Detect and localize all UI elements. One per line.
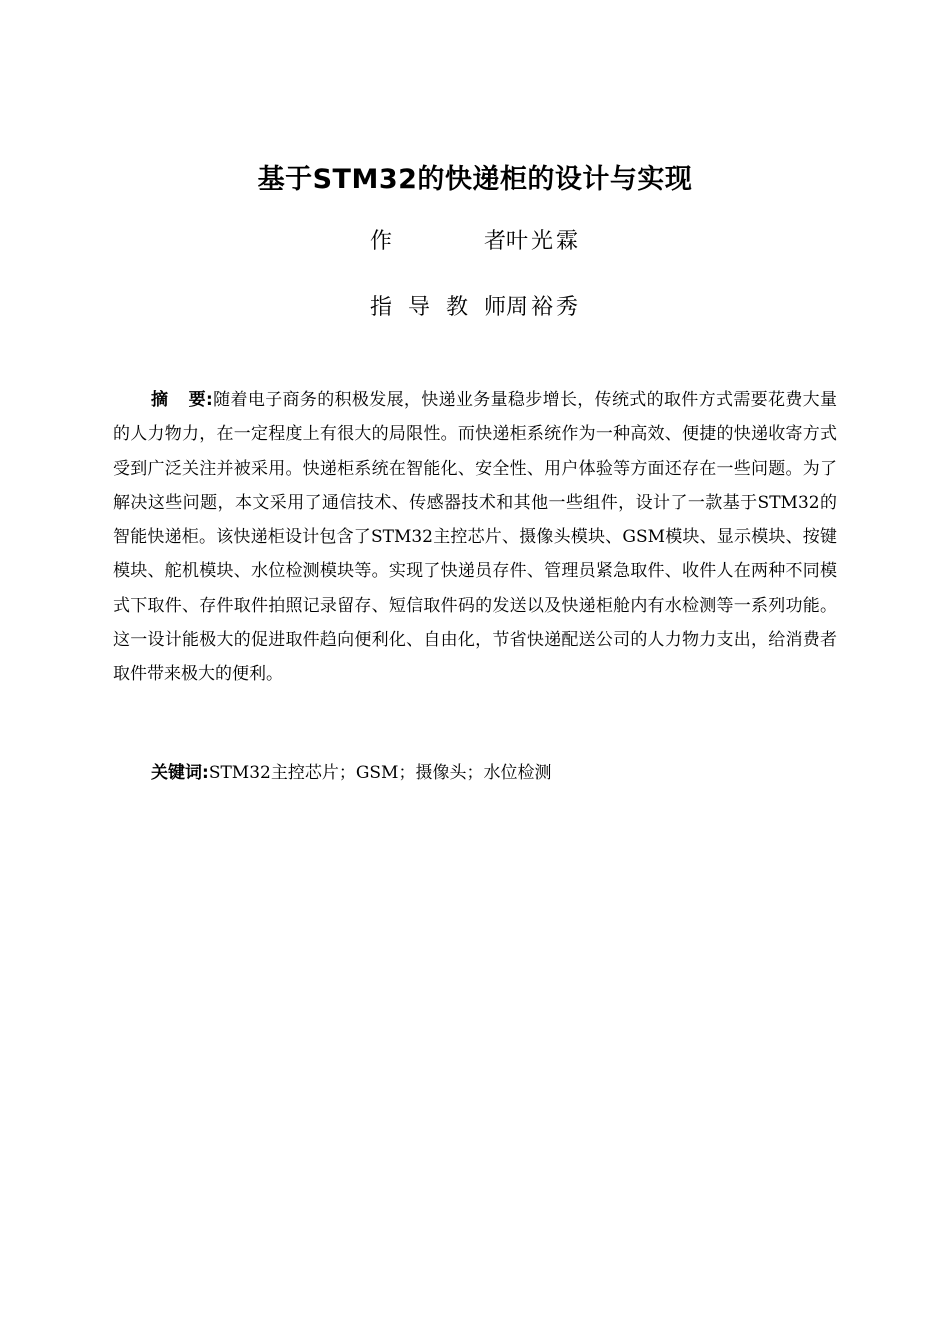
keywords-colon: : (202, 763, 209, 783)
abstract-text: 随着电子商务的积极发展，快递业务量稳步增长，传统式的取件方式需要花费大量的人力物力，在一定程度上有很大的局限性。而快递柜系统作为一种高效、便捷的快递收寄方式受到广泛关注并被采用。快递柜系统在智能化、安全性、用户体验等方面还存在一些问题。为了解决这些问题，本文采用了通信技术、传感器技术和其他一些组件，设计了一款基于STM32的智能快递柜。该快递柜设计包含了STM32主控芯片、摄像头模块、GSM模块、显示模块、按键模块、舵机模块、水位检测模块等。实现了快递员存件、管理员紧急取件、收件人在两种不同模式下取件、存件取件拍照记录留存、短信取件码的发送以及快递柜舱内有水检测等一系列功能。这一设计能极大的促进取件趋向便利化、自由化，节省快递配送公司的人力物力支出，给消费者取件带来极大的便利。 (113, 390, 838, 685)
author-label: 作 者 (370, 229, 506, 254)
keywords-line (151, 757, 551, 789)
abstract-label-part2: 要 (188, 390, 207, 410)
abstract-colon: : (206, 390, 213, 410)
document-title: 基于STM32的快递柜的设计与实现 (257, 164, 693, 195)
keywords-text: STM32主控芯片；GSM；摄像头；水位检测 (208, 763, 552, 783)
advisor-name: 周裕秀 (506, 295, 582, 320)
author-line (370, 226, 581, 258)
advisor-line (370, 292, 581, 324)
author-name: 叶光霖 (506, 229, 582, 254)
advisor-label: 指导教师 (370, 295, 506, 320)
abstract-label (151, 390, 213, 410)
abstract-label-part1: 摘 (151, 390, 169, 410)
keywords-label-text: 关键词 (151, 763, 202, 783)
keywords-label (151, 763, 209, 783)
abstract-paragraph (113, 383, 837, 692)
